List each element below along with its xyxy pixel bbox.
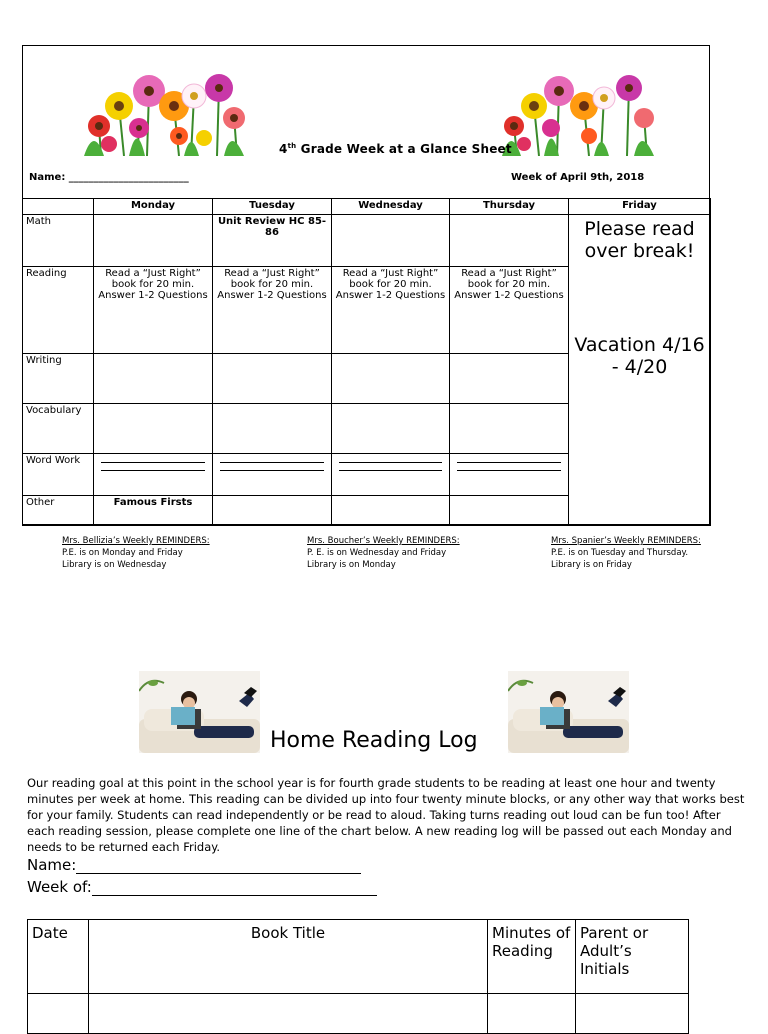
- log-header-date: Date: [28, 920, 89, 994]
- corner-cell: [23, 199, 94, 215]
- reminder-library: Library is on Wednesday: [62, 560, 167, 570]
- subject-vocabulary: Vocabulary: [23, 404, 94, 454]
- cell-wordwork-tuesday: [213, 454, 332, 496]
- log-cell-minutes[interactable]: [488, 994, 576, 1034]
- log-header-initials: Parent or Adult’s Initials: [576, 920, 689, 994]
- reminder-library: Library is on Monday: [307, 560, 396, 570]
- flowers-image-left: [79, 66, 249, 156]
- cell-vocab-wednesday: [332, 404, 450, 454]
- cell-reading-monday: Read a “Just Right” book for 20 min. Answer 1-2 Questions: [94, 267, 213, 354]
- reading-log-table: [27, 919, 689, 1034]
- cell-vocab-tuesday: [213, 404, 332, 454]
- sheet-title: 4th Grade Week at a Glance Sheet: [279, 142, 512, 156]
- reading-photo-left: [139, 671, 260, 757]
- log-name-field: [27, 856, 361, 874]
- blank-line: [457, 461, 561, 463]
- log-cell-initials[interactable]: [576, 994, 689, 1034]
- log-cell-book-title[interactable]: [89, 994, 488, 1034]
- cell-reading-wednesday: Read a “Just Right” book for 20 min. Answer 1-2 Questions: [332, 267, 450, 354]
- week-of-label: Week of April 9th, 2018: [511, 172, 645, 183]
- log-week-label: Week of:: [27, 878, 92, 896]
- log-cell-date[interactable]: [28, 994, 89, 1034]
- cell-writing-monday: [94, 354, 213, 404]
- cell-wordwork-monday: [94, 454, 213, 496]
- day-header-monday: Monday: [94, 199, 213, 215]
- reminder-pe: P. E. is on Wednesday and Friday: [307, 548, 447, 558]
- friday-note-vacation: Vacation 4/16 - 4/20: [574, 334, 705, 378]
- cell-other-wednesday: [332, 496, 450, 526]
- log-header-book-title: Book Title: [89, 920, 488, 994]
- cell-writing-wednesday: [332, 354, 450, 404]
- blank-line: [101, 461, 205, 463]
- cell-writing-tuesday: [213, 354, 332, 404]
- cell-vocab-monday: [94, 404, 213, 454]
- blank-line: [457, 469, 561, 471]
- reminders-bellizia: [62, 535, 210, 571]
- reminder-heading: Mrs. Boucher’s Weekly REMINDERS:: [307, 536, 460, 546]
- log-header-minutes: Minutes of Reading: [488, 920, 576, 994]
- cell-other-tuesday: [213, 496, 332, 526]
- subject-word-work: Word Work: [23, 454, 94, 496]
- reading-log-instructions: Our reading goal at this point in the school year is for fourth grade students to be reading at least one hour and twenty minutes per week at home. This reading can be divided up into four twenty minute blocks, or any other way that works best for your family. Students can read independently or be read to aloud. Taking turns reading out loud can be fun too! After each reading session, please complete one line of the chart below. A new reading log will be passed out each Monday and needs to be returned each Friday.: [27, 776, 745, 854]
- subject-other: Other: [23, 496, 94, 526]
- blank-line: [339, 469, 442, 471]
- flowers-image-right: [499, 66, 659, 156]
- cell-other-monday: Famous Firsts: [94, 496, 213, 526]
- day-header-friday: Friday: [569, 199, 711, 215]
- cell-other-thursday: [450, 496, 569, 526]
- cell-reading-tuesday: Read a “Just Right” book for 20 min. Answer 1-2 Questions: [213, 267, 332, 354]
- log-name-label: Name:: [27, 856, 77, 874]
- cell-reading-thursday: Read a “Just Right” book for 20 min. Answer 1-2 Questions: [450, 267, 569, 354]
- reminder-library: Library is on Friday: [551, 560, 632, 570]
- cell-math-tuesday: Unit Review HC 85-86: [213, 215, 332, 267]
- reminders-boucher: [307, 535, 460, 571]
- cell-math-thursday: [450, 215, 569, 267]
- reminders-spanier: [551, 535, 701, 571]
- blank-line: [220, 461, 324, 463]
- weekly-schedule-table: [22, 198, 711, 526]
- day-header-thursday: Thursday: [450, 199, 569, 215]
- blank-line: [101, 469, 205, 471]
- reading-log-title: Home Reading Log: [270, 728, 478, 753]
- cell-wordwork-wednesday: [332, 454, 450, 496]
- blank-line: [220, 469, 324, 471]
- day-header-tuesday: Tuesday: [213, 199, 332, 215]
- reading-photo-right: [508, 671, 629, 757]
- blank-line: [339, 461, 442, 463]
- cell-writing-thursday: [450, 354, 569, 404]
- week-blank-line: [92, 895, 377, 896]
- reminder-heading: Mrs. Bellizia’s Weekly REMINDERS:: [62, 536, 210, 546]
- reminder-pe: P.E. is on Tuesday and Thursday.: [551, 548, 689, 558]
- cell-math-monday: [94, 215, 213, 267]
- cell-wordwork-thursday: [450, 454, 569, 496]
- log-week-field: [27, 878, 377, 896]
- name-field: Name: ________________________: [29, 172, 189, 183]
- week-at-a-glance-sheet: [22, 45, 710, 525]
- cell-math-wednesday: [332, 215, 450, 267]
- reminder-heading: Mrs. Spanier’s Weekly REMINDERS:: [551, 536, 701, 546]
- subject-reading: Reading: [23, 267, 94, 354]
- friday-column: [569, 215, 711, 526]
- reminder-pe: P.E. is on Monday and Friday: [62, 548, 183, 558]
- cell-vocab-thursday: [450, 404, 569, 454]
- day-header-wednesday: Wednesday: [332, 199, 450, 215]
- friday-note-read: Please read over break!: [584, 218, 695, 262]
- subject-math: Math: [23, 215, 94, 267]
- subject-writing: Writing: [23, 354, 94, 404]
- name-blank-line: [76, 873, 361, 874]
